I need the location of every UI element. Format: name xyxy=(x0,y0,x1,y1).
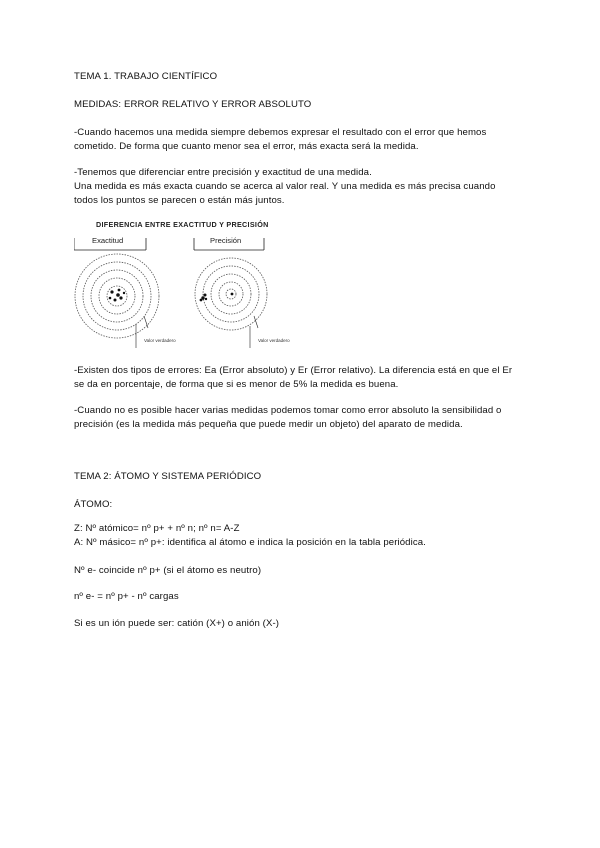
paragraph-precision-line2: Una medida es más exacta cuando se acerca al valor real. Y una medida es más precisa cuando xyxy=(74,181,496,192)
electrons-line: Nº e- coincide nº p+ (si el átomo es neutro) xyxy=(74,565,262,576)
accuracy-hits xyxy=(109,289,126,302)
paragraph-errors-line1: -Existen dos tipos de errores: Ea (Error absoluto) y Er (Error relativo). La diferencia está en que el Er xyxy=(74,365,513,376)
paragraph-sensitivity-line2: precisión (es la medida más pequeña que puede medir un objeto) del aparato de medida. xyxy=(74,419,463,430)
tema1-subheading: MEDIDAS: ERROR RELATIVO Y ERROR ABSOLUTO xyxy=(74,99,312,110)
charges-line: nº e- = nº p+ - nº cargas xyxy=(74,591,179,602)
ion-line: Si es un ión puede ser: catión (X+) o anión (X-) xyxy=(74,618,280,629)
tema1-heading: TEMA 1. TRABAJO CIENTÍFICO xyxy=(74,71,218,82)
paragraph-error-line1: -Cuando hacemos una medida siempre debemos expresar el resultado con el error que hemos xyxy=(74,127,487,138)
paragraph-error-line2: cometido. De forma que cuanto menor sea el error, más exacta será la medida. xyxy=(74,141,419,152)
mass-number-line: A: Nº másico= nº p+: identifica al átomo e indica la posición en la tabla periódica. xyxy=(74,537,426,548)
accuracy-precision-figure xyxy=(74,220,304,350)
paragraph-precision-line1: -Tenemos que diferenciar entre precisión y exactitud de una medida. xyxy=(74,167,372,178)
accuracy-label: Exactitud xyxy=(92,236,124,245)
atomic-number-line: Z: Nº atómico= nº p+ + nº n; nº n= A-Z xyxy=(74,523,240,534)
precision-hits xyxy=(200,293,234,302)
tema2-heading: TEMA 2: ÁTOMO Y SISTEMA PERIÓDICO xyxy=(74,471,262,482)
tema2-subheading: ÁTOMO: xyxy=(74,499,113,510)
figure-title: DIFERENCIA ENTRE EXACTITUD Y PRECISIÓN xyxy=(96,220,269,229)
precision-label: Precisión xyxy=(210,236,242,245)
paragraph-precision-line3: todos los puntos se parecen o están más juntos. xyxy=(74,195,285,206)
paragraph-sensitivity-line1: -Cuando no es posible hacer varias medidas podemos tomar como error absoluto la sensibilidad o xyxy=(74,405,502,416)
accuracy-true-value-callout: Valor verdadero xyxy=(144,338,176,343)
precision-true-value-callout: Valor verdadero xyxy=(258,338,290,343)
paragraph-errors-line2: se da en porcentaje, de forma que si es menor de 5% la medida es buena. xyxy=(74,379,399,390)
